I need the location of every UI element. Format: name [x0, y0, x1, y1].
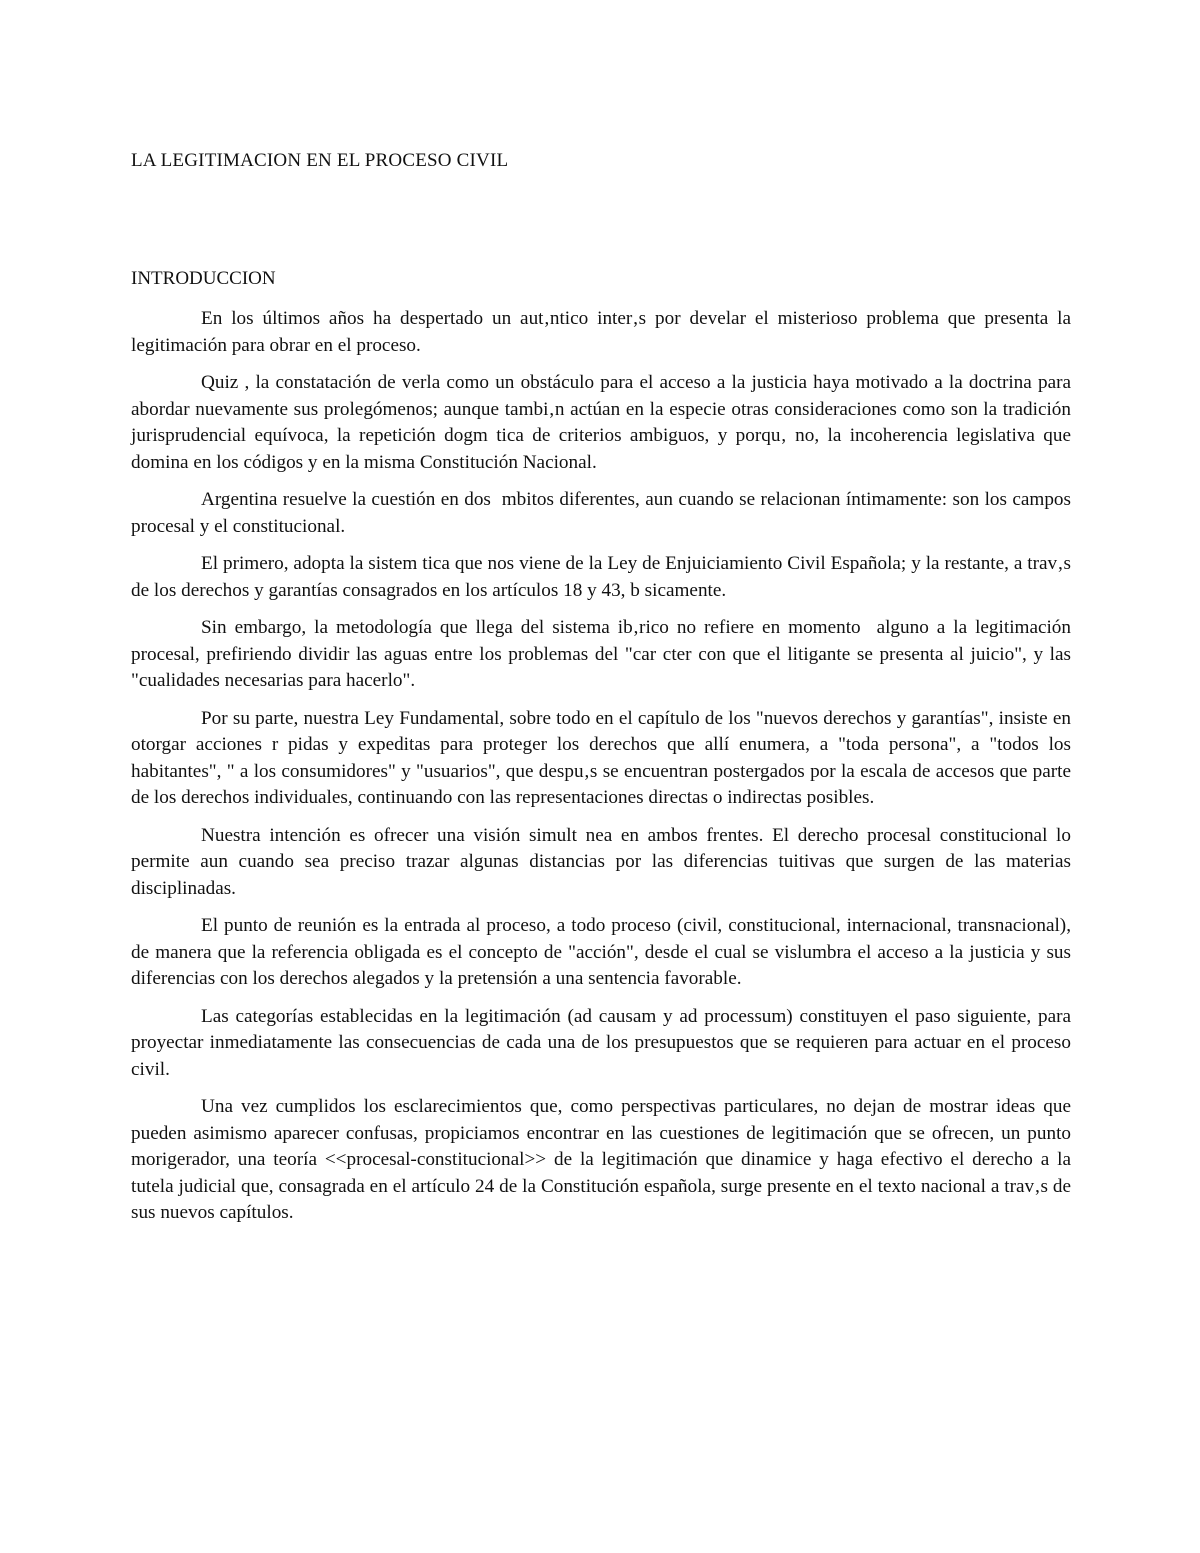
- paragraph: En los últimos años ha despertado un aut‚ntico inter‚s por develar el misterioso problema que presenta la legitimación para obrar en el proceso.: [131, 308, 1076, 356]
- paragraph: Nuestra intención es ofrecer una visión simult nea en ambos frentes. El derecho procesal constitucional lo permite aun cuando sea preciso trazar algunas distancias por las diferencias tuitivas que surgen de las materias disciplinadas.: [131, 824, 1076, 899]
- document-title: LA LEGITIMACION EN EL PROCESO CIVIL: [131, 150, 509, 171]
- paragraph: Una vez cumplidos los esclarecimientos que, como perspectivas particulares, no dejan de mostrar ideas que pueden asimismo aparecer confusas, propiciamos encontrar en las cuestiones de legitimación que se ofrecen, un punto morigerador, una teoría <<procesal-constitucional>> de la legitimación que dinamice y haga efectivo el derecho a la tutela judicial que, consagrada en el artículo 24 de la Constitución española, surge presente en el texto nacional a trav‚s de sus nuevos capítulos.: [131, 1096, 1076, 1223]
- paragraph: Por su parte, nuestra Ley Fundamental, sobre todo en el capítulo de los "nuevos derechos y garantías", insiste en otorgar acciones r pidas y expeditas para proteger los derechos que allí enumera, a "toda persona", a "todos los habitantes", " a los consumidores" y "usuarios", que despu‚s se encuentran postergados por la escala de accesos que parte de los derechos individuales, continuando con las representaciones directas o indirectas posibles.: [131, 707, 1076, 808]
- paragraph: Las categorías establecidas en la legitimación (ad causam y ad processum) constituyen el paso siguiente, para proyectar inmediatamente las consecuencias de cada una de los presupuestos que se requieren para actuar en el proceso civil.: [131, 1005, 1076, 1080]
- section-heading-introduccion: INTRODUCCION: [131, 268, 276, 289]
- paragraph: El primero, adopta la sistem tica que nos viene de la Ley de Enjuiciamiento Civil Española; y la restante, a trav‚s de los derechos y garantías consagrados en los artículos 18 y 43, b sicamente.: [131, 553, 1076, 601]
- paragraph: El punto de reunión es la entrada al proceso, a todo proceso (civil, constitucional, internacional, transnacional), de manera que la referencia obligada es el concepto de "acción", desde el cual se vislumbra el acceso a la justicia y sus diferencias con los derechos alegados y la pretensión a una sentencia favorable.: [131, 915, 1076, 989]
- body-text: [131, 306, 1076, 1238]
- paragraph: Argentina resuelve la cuestión en dos mbitos diferentes, aun cuando se relacionan íntimamente: son los campos procesal y el constitucional.: [131, 489, 1076, 537]
- paragraph: Quiz , la constatación de verla como un obstáculo para el acceso a la justicia haya motivado a la doctrina para abordar nuevamente sus prolegómenos; aunque tambi‚n actúan en la especie otras consideraciones como son la tradición jurisprudencial equívoca, la repetición dogm tica de criterios ambiguos, y porqu‚ no, la incoherencia legislativa que domina en los códigos y en la misma Constitución Nacional.: [131, 372, 1076, 473]
- paragraph: Sin embargo, la metodología que llega del sistema ib‚rico no refiere en momento alguno a la legitimación procesal, prefiriendo dividir las aguas entre los problemas del "car cter con que el litigante se presenta al juicio", y las "cualidades necesarias para hacerlo".: [131, 617, 1076, 691]
